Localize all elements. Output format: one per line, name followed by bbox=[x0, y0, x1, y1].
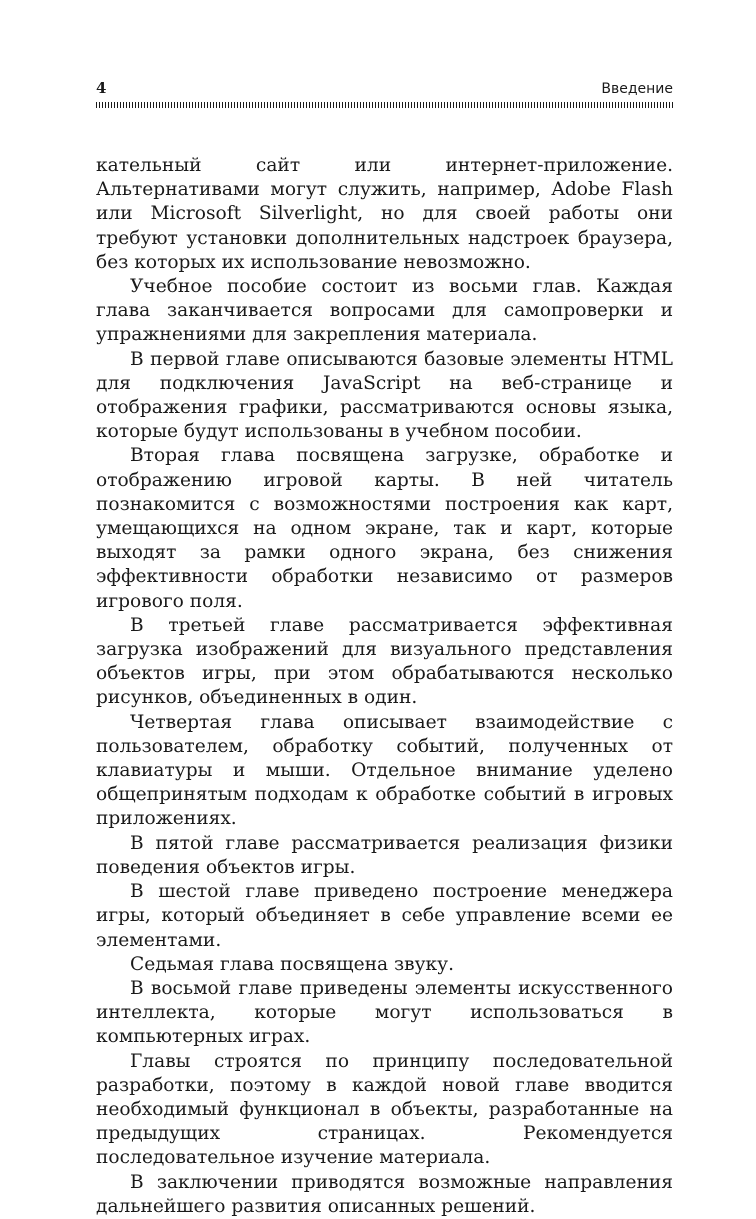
running-head bbox=[96, 78, 673, 98]
paragraph-chapter-8: В восьмой главе приведены элементы искусственного интеллекта, которые могут использоваться в компьютерных играх. bbox=[96, 977, 673, 1048]
paragraph-book-structure: Учебное пособие состоит из восьми глав. Каждая глава заканчивается вопросами для самопроверки и упражнениями для закрепления материала. bbox=[96, 276, 673, 346]
paragraph-conclusion: В заключении приводятся возможные направления дальнейшего развития описанных решений. bbox=[96, 1171, 673, 1217]
paragraph-continuation: кательный сайт или интернет-приложение. Альтернативами могут служить, например, Adobe Flash или Microsoft Silverlight, но для своей работы они требуют установки дополнительных надстроек браузера, без которых их использование невозможно. bbox=[96, 155, 673, 273]
paragraph-chapter-2: Вторая глава посвящена загрузке, обработке и отображению игровой карты. В ней читатель познакомится с возможностями построения как карт, умещающихся на одном экране, так и карт, которые выходят за рамки одного экрана, без снижения эффективности обработки независимо от размеров игрового поля. bbox=[96, 445, 673, 612]
paragraph-chapter-1: В первой главе описываются базовые элементы HTML для подключения JavaScript на веб-странице и отображения графики, рассматриваются основы языка, которые будут использованы в учебном пособии. bbox=[96, 348, 673, 443]
paragraph-methodology: Главы строятся по принципу последовательной разработки, поэтому в каждой новой главе вводится необходимый функционал в объекты, разработанные на предыдущих страницах. Рекомендуется последовательное изучение материала. bbox=[96, 1050, 673, 1169]
paragraph-chapter-3: В третьей главе рассматривается эффективная загрузка изображений для визуального представления объектов игры, при этом обрабатываются несколько рисунков, объединенных в один. bbox=[96, 614, 673, 709]
paragraph-chapter-6: В шестой главе приведено построение менеджера игры, который объединяет в себе управление всеми ее элементами. bbox=[96, 881, 673, 951]
body-text bbox=[96, 154, 673, 1219]
section-title: Введение bbox=[601, 81, 673, 97]
header-rule bbox=[96, 102, 673, 108]
paragraph-chapter-4: Четвертая глава описывает взаимодействие с пользователем, обработку событий, полученных от клавиатуры и мыши. Отдельное внимание уделено общепринятым подходам к обработке событий в игровых приложениях. bbox=[96, 711, 673, 830]
page-number: 4 bbox=[96, 79, 107, 97]
paragraph-chapter-7: Седьмая глава посвящена звуку. bbox=[130, 953, 454, 975]
paragraph-chapter-5: В пятой главе рассматривается реализация физики поведения объектов игры. bbox=[96, 832, 673, 878]
book-page bbox=[96, 78, 673, 1219]
